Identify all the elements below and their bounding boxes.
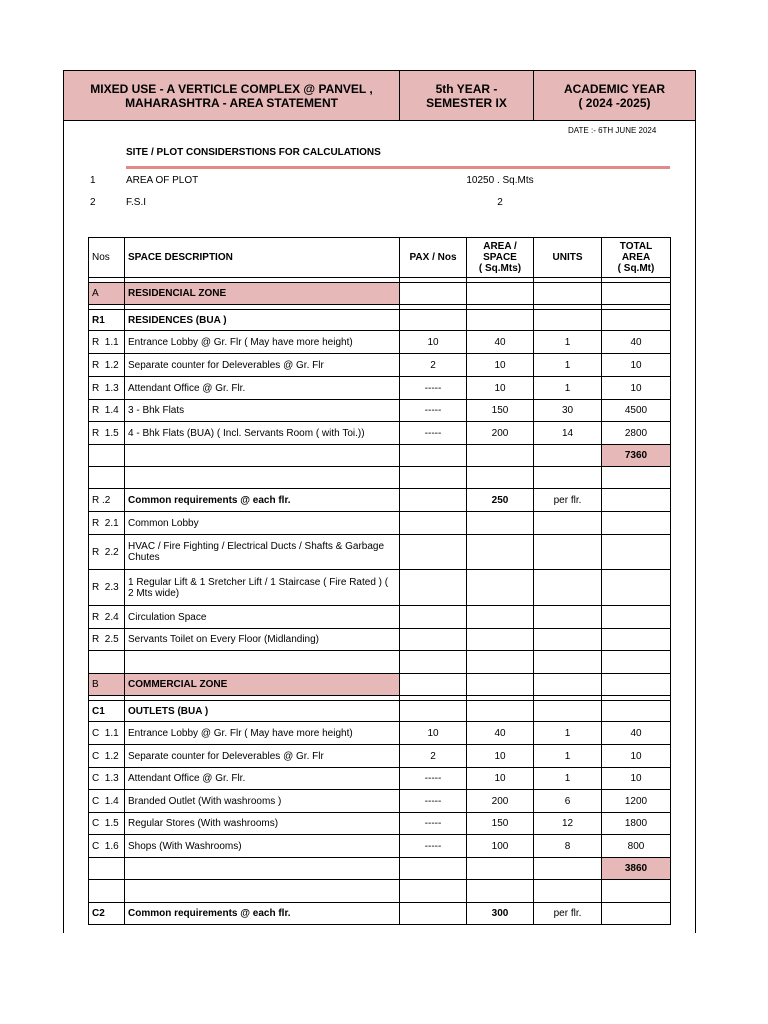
total-header-l2: ( Sq.Mt) [617, 263, 655, 274]
row-pax: ----- [400, 377, 467, 400]
zone-code: B [89, 674, 125, 696]
row-desc: Entrance Lobby @ Gr. Flr ( May have more height) [125, 331, 400, 354]
row-pax: ----- [400, 400, 467, 422]
row-desc: HVAC / Fire Fighting / Electrical Ducts / Shafts & Garbage Chutes [125, 535, 400, 570]
row-nos: R 1.5 [89, 422, 125, 445]
row-area: 200 [467, 422, 534, 445]
table-row [89, 422, 671, 445]
section-divider [126, 166, 670, 169]
row-desc: Shops (With Washrooms) [125, 835, 400, 858]
table-row [89, 790, 671, 813]
row-nos: R 2.1 [89, 512, 125, 535]
row-units: 12 [534, 813, 602, 835]
row-desc: Regular Stores (With washrooms) [125, 813, 400, 835]
row-desc: Separate counter for Deleverables @ Gr. Flr [125, 745, 400, 768]
table-row [89, 535, 671, 570]
table-row [89, 377, 671, 400]
subtotal-row [89, 858, 671, 880]
academic-line1: ACADEMIC YEAR [563, 81, 666, 96]
table-row [89, 835, 671, 858]
zone-label: COMMERCIAL ZONE [125, 674, 400, 696]
group-row [89, 310, 671, 331]
row-desc: Separate counter for Deleverables @ Gr. Flr [125, 354, 400, 377]
academic-line2: ( 2024 -2025) [578, 95, 651, 110]
row-pax: ----- [400, 813, 467, 835]
table-row [89, 512, 671, 535]
row-area: 200 [467, 790, 534, 813]
row-desc: Circulation Space [125, 606, 400, 629]
row-desc: 3 - Bhk Flats [125, 400, 400, 422]
group-units: per flr. [534, 903, 602, 925]
site-item-value: 2 [497, 197, 503, 208]
group-label: Common requirements @ each flr. [125, 903, 400, 925]
row-desc: Attendant Office @ Gr. Flr. [125, 377, 400, 400]
row-nos: R 1.4 [89, 400, 125, 422]
row-nos: C 1.6 [89, 835, 125, 858]
row-total: 40 [602, 331, 671, 354]
area-header-l1: AREA / [483, 241, 517, 252]
col-header-area [467, 238, 534, 278]
row-units: 6 [534, 790, 602, 813]
row-pax: ----- [400, 422, 467, 445]
row-nos: R 2.2 [89, 535, 125, 570]
row-nos: C 1.1 [89, 722, 125, 745]
col-header-units: UNITS [534, 238, 602, 278]
row-pax: 2 [400, 745, 467, 768]
row-nos: C 1.2 [89, 745, 125, 768]
row-desc: Branded Outlet (With washrooms ) [125, 790, 400, 813]
row-desc: 4 - Bhk Flats (BUA) ( Incl. Servants Room ( with Toi.)) [125, 422, 400, 445]
row-pax: 10 [400, 722, 467, 745]
group-code: C1 [89, 701, 125, 722]
zone-label: RESIDENCIAL ZONE [125, 283, 400, 305]
row-units: 8 [534, 835, 602, 858]
row-total: 2800 [602, 422, 671, 445]
row-units: 1 [534, 354, 602, 377]
row-nos: R 2.4 [89, 606, 125, 629]
row-area: 40 [467, 722, 534, 745]
area-header-l3: ( Sq.Mts) [478, 263, 522, 274]
semester-label [400, 71, 534, 120]
group-row [89, 489, 671, 512]
row-area: 100 [467, 835, 534, 858]
group-label: RESIDENCES (BUA ) [125, 310, 400, 331]
row-total: 800 [602, 835, 671, 858]
row-pax: 2 [400, 354, 467, 377]
row-nos: R 2.3 [89, 570, 125, 606]
row-nos: R 1.3 [89, 377, 125, 400]
table-row [89, 745, 671, 768]
group-area: 300 [467, 903, 534, 925]
row-pax: ----- [400, 835, 467, 858]
area-header-l2: SPACE [483, 252, 517, 263]
row-units: 14 [534, 422, 602, 445]
table-row [89, 813, 671, 835]
project-title [64, 71, 400, 120]
row-total: 10 [602, 354, 671, 377]
row-pax: ----- [400, 790, 467, 813]
total-header-l1: TOTAL AREA [619, 241, 653, 263]
subtotal-value: 7360 [602, 445, 671, 467]
group-row [89, 701, 671, 722]
row-units: 1 [534, 331, 602, 354]
table-row [89, 570, 671, 606]
row-total: 1200 [602, 790, 671, 813]
table-row [89, 354, 671, 377]
row-units: 1 [534, 722, 602, 745]
group-code: C2 [89, 903, 125, 925]
row-area: 10 [467, 377, 534, 400]
table-row [89, 629, 671, 651]
group-code: R .2 [89, 489, 125, 512]
site-item-value: 10250 . Sq.Mts [466, 175, 534, 186]
row-nos: C 1.4 [89, 790, 125, 813]
subtotal-value: 3860 [602, 858, 671, 880]
group-area: 250 [467, 489, 534, 512]
table-row [89, 606, 671, 629]
table-row [89, 400, 671, 422]
site-item-number: 1 [90, 175, 96, 186]
zone-code: A [89, 283, 125, 305]
row-total: 1800 [602, 813, 671, 835]
subtotal-row [89, 445, 671, 467]
col-header-description: SPACE DESCRIPTION [125, 238, 400, 278]
project-title-line2: MAHARASHTRA - AREA STATEMENT [125, 95, 338, 110]
row-pax: 10 [400, 331, 467, 354]
table-row [89, 331, 671, 354]
row-units: 30 [534, 400, 602, 422]
group-row [89, 903, 671, 925]
row-area: 10 [467, 768, 534, 790]
academic-year [534, 71, 695, 120]
col-header-total [602, 238, 671, 278]
row-area: 150 [467, 400, 534, 422]
site-item-number: 2 [90, 197, 96, 208]
row-nos: R 1.2 [89, 354, 125, 377]
row-area: 40 [467, 331, 534, 354]
col-header-nos: Nos [89, 238, 125, 278]
col-header-pax: PAX / Nos [400, 238, 467, 278]
table-header-row [89, 238, 671, 278]
row-desc: Attendant Office @ Gr. Flr. [125, 768, 400, 790]
group-label: Common requirements @ each flr. [125, 489, 400, 512]
row-total: 4500 [602, 400, 671, 422]
site-item-label: AREA OF PLOT [126, 175, 199, 186]
row-units: 1 [534, 745, 602, 768]
row-total: 10 [602, 745, 671, 768]
year-line1: 5th YEAR - [435, 81, 498, 96]
area-statement-sheet [63, 70, 696, 933]
group-label: OUTLETS (BUA ) [125, 701, 400, 722]
row-units: 1 [534, 377, 602, 400]
site-section-title: SITE / PLOT CONSIDERSTIONS FOR CALCULATIONS [126, 147, 381, 158]
zone-row [89, 674, 671, 696]
row-pax: ----- [400, 768, 467, 790]
row-nos: R 2.5 [89, 629, 125, 651]
table-row [89, 768, 671, 790]
year-line2: SEMESTER IX [426, 95, 507, 110]
area-table [88, 237, 671, 925]
row-nos: C 1.3 [89, 768, 125, 790]
row-total: 10 [602, 377, 671, 400]
row-desc: 1 Regular Lift & 1 Sretcher Lift / 1 Staircase ( Fire Rated ) ( 2 Mts wide) [125, 570, 400, 606]
row-units: 1 [534, 768, 602, 790]
row-nos: R 1.1 [89, 331, 125, 354]
table-row [89, 722, 671, 745]
row-area: 150 [467, 813, 534, 835]
row-nos: C 1.5 [89, 813, 125, 835]
row-total: 40 [602, 722, 671, 745]
site-item-label: F.S.I [126, 197, 147, 208]
row-desc: Common Lobby [125, 512, 400, 535]
row-area: 10 [467, 745, 534, 768]
date-label: DATE :- 6TH JUNE 2024 [568, 126, 657, 135]
row-area: 10 [467, 354, 534, 377]
row-desc: Servants Toilet on Every Floor (Midlanding) [125, 629, 400, 651]
group-units: per flr. [534, 489, 602, 512]
zone-row [89, 283, 671, 305]
group-code: R1 [89, 310, 125, 331]
row-desc: Entrance Lobby @ Gr. Flr ( May have more height) [125, 722, 400, 745]
row-total: 10 [602, 768, 671, 790]
title-header [64, 71, 695, 121]
project-title-line1: MIXED USE - A VERTICLE COMPLEX @ PANVEL , [90, 81, 373, 96]
